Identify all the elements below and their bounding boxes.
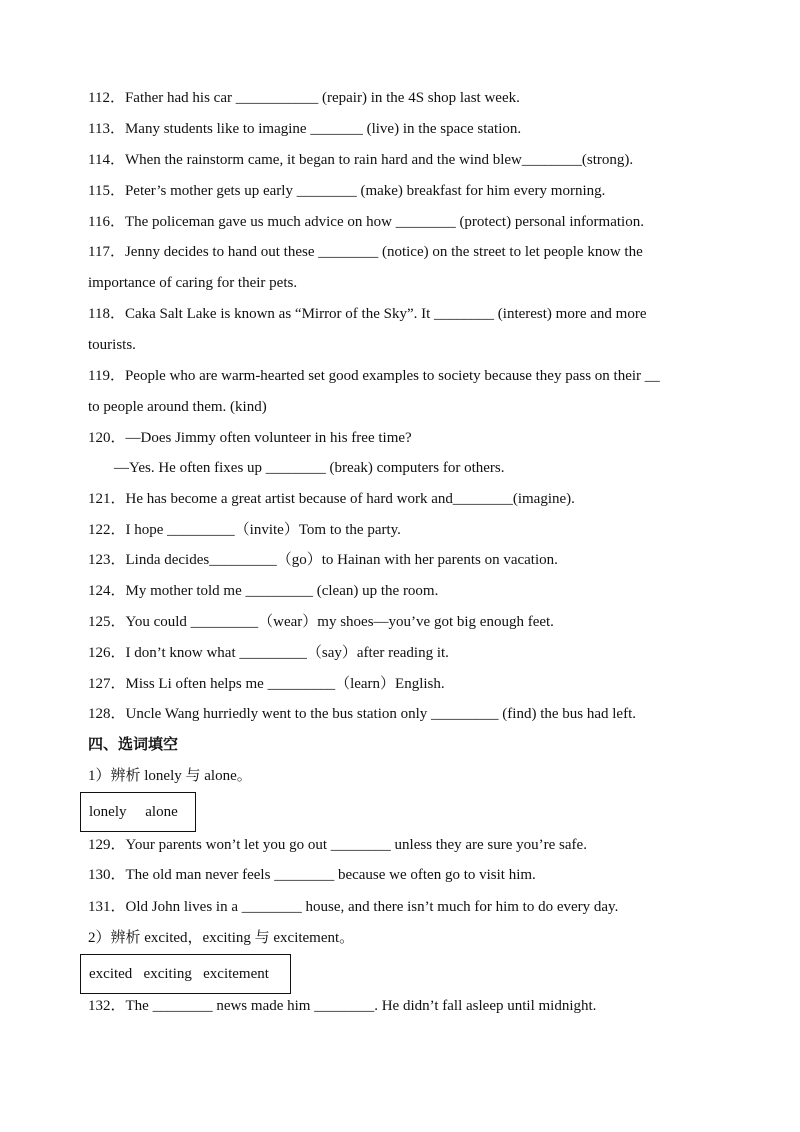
question-120-line1: 120．—Does Jimmy often volunteer in his free time? [88, 430, 412, 446]
question-115: 115．Peter’s mother gets up early ________ (make) breakfast for him every morning. [88, 183, 606, 199]
question-113: 113．Many students like to imagine _______ (live) in the space station. [88, 121, 522, 137]
question-130: 130．The old man never feels ________ because we often go to visit him. [88, 867, 536, 883]
question-122: 122．I hope _________（invite）Tom to the party. [88, 522, 401, 538]
question-124: 124．My mother told me _________ (clean) up the room. [88, 583, 439, 599]
sub-heading-1: 1）辨析 lonely 与 alone。 [88, 768, 252, 784]
question-120-line2: —Yes. He often fixes up ________ (break) computers for others. [114, 460, 505, 476]
sub-heading-2: 2）辨析 excited，exciting 与 excitement。 [88, 930, 355, 946]
question-117-line2: importance of caring for their pets. [88, 275, 298, 291]
question-128: 128．Uncle Wang hurriedly went to the bus station only _________ (find) the bus had left. [88, 706, 637, 722]
question-118-line1: 118．Caka Salt Lake is known as “Mirror of the Sky”. It ________ (interest) more and more [88, 306, 647, 322]
question-116: 116．The policeman gave us much advice on how ________ (protect) personal information. [88, 214, 644, 230]
question-125: 125．You could _________（wear）my shoes—you’ve got big enough feet. [88, 614, 554, 630]
question-121: 121．He has become a great artist because of hard work and________(imagine). [88, 491, 575, 507]
question-119-line2: to people around them. (kind) [88, 399, 267, 415]
word-box-2 [80, 954, 291, 994]
question-126: 126．I don’t know what _________（say）after reading it. [88, 645, 449, 661]
question-131: 131．Old John lives in a ________ house, and there isn’t much for him to do every day. [88, 899, 619, 915]
question-119-line1: 119．People who are warm-hearted set good examples to society because they pass on their __ [88, 368, 660, 384]
word-box-1-text: lonely alone [89, 804, 178, 820]
question-127: 127．Miss Li often helps me _________（learn）English. [88, 676, 445, 692]
section-heading: 四、选词填空 [88, 737, 179, 753]
question-118-line2: tourists. [88, 337, 136, 353]
word-box-2-text: excited exciting excitement [89, 966, 269, 982]
question-129: 129．Your parents won’t let you go out ________ unless they are sure you’re safe. [88, 837, 587, 853]
question-114: 114．When the rainstorm came, it began to rain hard and the wind blew________(strong). [88, 152, 634, 168]
question-112: 112．Father had his car ___________ (repair) in the 4S shop last week. [88, 90, 520, 106]
word-box-1 [80, 792, 196, 832]
question-132: 132．The ________ news made him ________. He didn’t fall asleep until midnight. [88, 998, 597, 1014]
question-123: 123．Linda decides_________（go）to Hainan with her parents on vacation. [88, 552, 558, 568]
question-117-line1: 117．Jenny decides to hand out these ________ (notice) on the street to let people know the [88, 244, 643, 260]
